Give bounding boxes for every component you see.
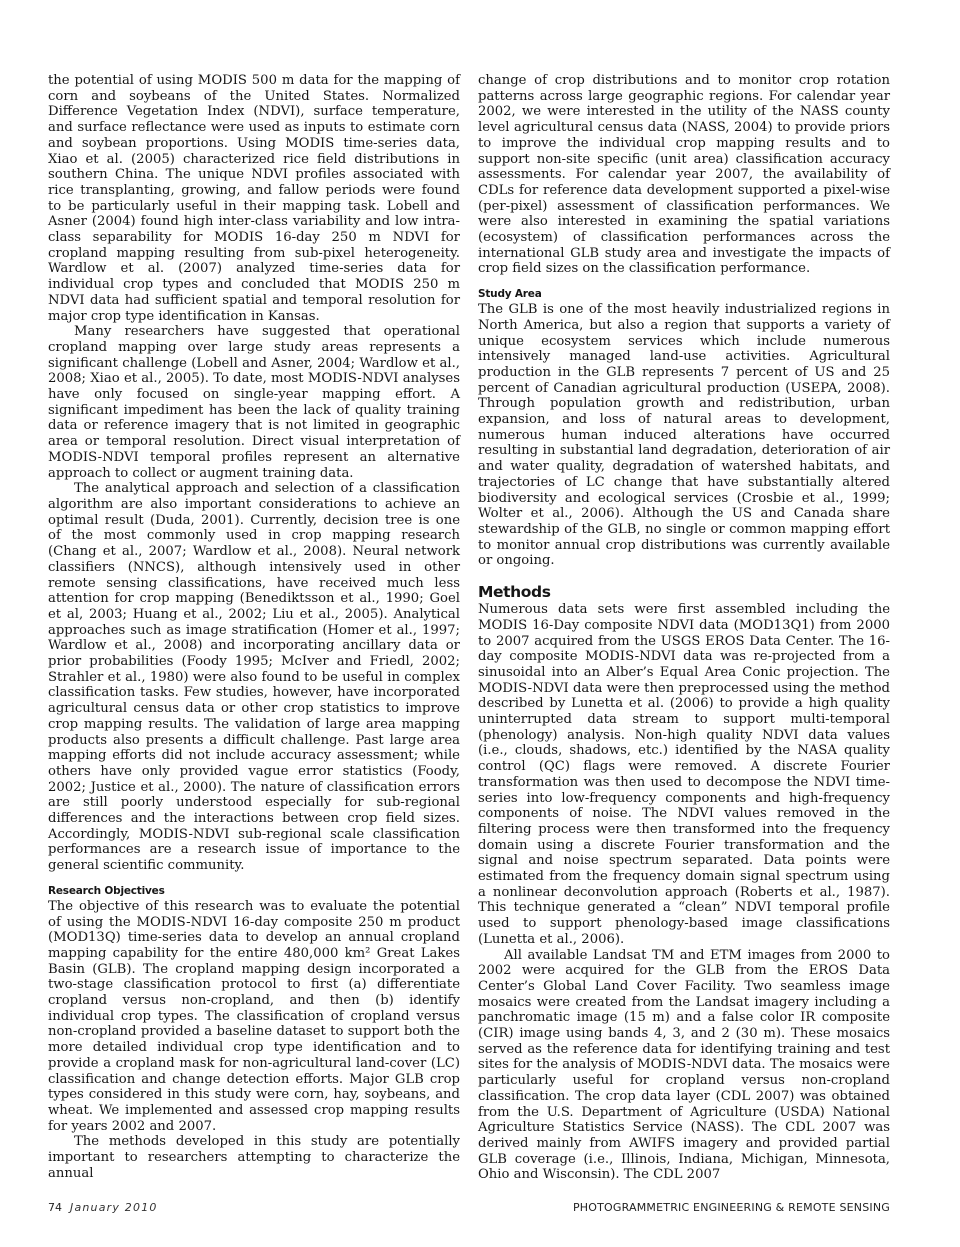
page-number: 74 (48, 1201, 62, 1214)
methods-paragraph-2: All available Landsat TM and ETM images from 2000 to 2002 were acquired for the GLB from the EROS Data Center’s Global Land Cover Facility. Two seamless image mosaics were created from the Landsat imagery including a panchromatic image (15 m) and a false color IR composite (CIR) image using bands 4, 3, and 2 (30 m). These mosaics served as the reference data for identifying training and test sites for the analysis of MODIS-NDVI data. The mosaics were particularly useful for cropland versus non-cropland classification. The crop data layer (CDL 2007) was obtained from the U.S. Department of Agriculture (USDA) National Agriculture Statistics Service (NASS). The CDL 2007 was derived mainly from AWIFS imagery and provided partial GLB coverage (i.e., Illinois, Indiana, Michigan, Minnesota, Ohio and Wisconsin). The CDL 2007 (478, 947, 890, 1183)
left-column (48, 73, 460, 1182)
issue-date: January 2010 (70, 1201, 158, 1214)
right-column (478, 73, 890, 1183)
continued-paragraph: change of crop distributions and to monitor crop rotation patterns across large geographic regions. For calendar year 2002, we were interested in the utility of the NASS county level agricultural census data (NASS, 2004) to provide priors to improve the individual crop mapping results and to support non-site specific (unit area) classification accuracy assessments. For calendar year 2007, the availability of CDLs for reference data development supported a pixel-wise (per-pixel) assessment of classification performances. We were also interested in examining the spatial variations (ecosystem) of classification performances across the international GLB study area and investigate the impacts of crop field sizes on the classification performance. (478, 73, 890, 277)
study-area-paragraph: The GLB is one of the most heavily industrialized regions in North America, but also a region that supports a variety of unique ecosystem services which include numerous intensively managed land-use activities. Agricultural production in the GLB represents 7 percent of US and 25 percent of Canadian agricultural production (USEPA, 2008). Through population growth and redistribution, urban expansion, and loss of natural areas to development, numerous human induced alterations have occurred resulting in substantial land degradation, deterioration of air and water quality, degradation of watershed habitats, and trajectories of LC change that have substantially altered biodiversity and ecological services (Crosbie et al., 1999; Wolter et al., 2006). Although the US and Canada share stewardship of the GLB, no single or common mapping effort to monitor annual crop distributions was currently available or ongoing. (478, 302, 890, 569)
methods-paragraph-1: Numerous data sets were first assembled including the MODIS 16-Day composite NDVI data (MOD13Q1) from 2000 to 2007 acquired from the USGS EROS Data Center. The 16-day composite MODIS-NDVI data was re-projected from a sinusoidal into an Alber’s Equal Area Conic projection. The MODIS-NDVI data were then preprocessed using the method described by Lunetta et al. (2006) to provide a high quality uninterrupted data stream to support multi-temporal (phenology) analysis. Non-high quality NDVI data values (i.e., clouds, shadows, etc.) identified by the NASA quality control (QC) flags were removed. A discrete Fourier transformation was then used to decompose the NDVI time-series into low-frequency components and high-frequency components of noise. The NDVI values removed in the filtering process were then transformed into the frequency domain using a discrete Fourier transformation and the signal and noise spectrum separated. Data points were estimated from the frequency domain signal spectrum using a nonlinear deconvolution approach (Roberts et al., 1987). This technique generated a “clean” NDVI temporal profile used to support phenology-based image classifications (Lunetta et al., 2006). (478, 602, 890, 947)
intro-paragraph-3: The analytical approach and selection of a classification algorithm are also important considerations to achieve an optimal result (Duda, 2001). Currently, decision tree is one of the most commonly used in crop mapping research (Chang et al., 2007; Wardlow et al., 2008). Neural network classifiers (NNCS), although intensively used in other remote sensing classifications, have received much less attention for crop mapping (Benediktsson et al., 1990; Goel et al, 2003; Huang et al., 2002; Liu et al., 2005). Analytical approaches such as image stratification (Homer et al., 1997; Wardlow et al., 2008) and incorporating ancillary data or prior probabilities (Foody 1995; McIver and Friedl, 2002; Strahler et al., 1980) were also found to be useful in complex classification tasks. Few studies, however, have incorporated agricultural census data or other crop statistics to improve crop mapping results. The validation of large area mapping products also presents a difficult challenge. Past large area mapping efforts did not include accuracy assessment; while others have only provided vague error statistics (Foody, 2002; Justice et al., 2000). The nature of classification errors are still poorly understood especially for sub-regional differences and the interactions between crop field sizes. Accordingly, MODIS-NDVI sub-regional scale classification performances are a research issue of importance to the general scientific community. (48, 481, 460, 874)
journal-name: PHOTOGRAMMETRIC ENGINEERING & REMOTE SENSING (572, 1201, 890, 1214)
research-objectives-heading: Research Objectives (48, 884, 165, 897)
page-footer (48, 1201, 890, 1219)
methods-heading: Methods (478, 583, 551, 602)
research-objectives-paragraph-1: The objective of this research was to evaluate the potential of using the MODIS-NDVI 16-day composite 250 m product (MOD13Q) time-series data to develop an annual cropland mapping capability for the entire 480,000 km² Great Lakes Basin (GLB). The cropland mapping design incorporated a two-stage classification protocol to first (a) differentiate cropland versus non-cropland, and then (b) identify individual crop types. The classification of cropland versus non-cropland provided a baseline dataset to support both the more detailed individual crop type identification and to provide a cropland mask for non-agricultural land-cover (LC) classification and change detection efforts. Major GLB crop types considered in this study were corn, hay, soybeans, and wheat. We implemented and assessed crop mapping results for years 2002 and 2007. (48, 898, 460, 1134)
study-area-heading: Study Area (478, 288, 542, 301)
research-objectives-paragraph-2: The methods developed in this study are potentially important to researchers attempting to characterize the annual (48, 1134, 460, 1181)
intro-paragraph-2: Many researchers have suggested that operational cropland mapping over large study areas represents a significant challenge (Lobell and Asner, 2004; Wardlow et al., 2008; Xiao et al., 2005). To date, most MODIS-NDVI analyses have only focused on single-year mapping effort. A significant impediment has been the lack of quality training data or reference imagery that is not limited in geographic area or temporal resolution. Direct visual interpretation of MODIS-NDVI temporal profiles represent an alternative approach to collect or augment training data. (48, 324, 460, 481)
intro-paragraph-1: the potential of using MODIS 500 m data for the mapping of corn and soybeans of the United States. Normalized Difference Vegetation Index (NDVI), surface temperature, and surface reflectance were used as inputs to estimate corn and soybean proportions. Using MODIS time-series data, Xiao et al. (2005) characterized rice field distributions in southern China. The unique NDVI profiles associated with rice transplanting, growing, and fallow periods were found to be particularly useful in their mapping task. Lobell and Asner (2004) found high inter-class variability and low intra-class separability for MODIS 16-day 250 m NDVI for cropland mapping resulting from sub-pixel heterogeneity. Wardlow et al. (2007) analyzed time-series data for individual crop types and concluded that MODIS 250 m NDVI data had sufficient spatial and temporal resolution for major crop type identification in Kansas. (48, 73, 460, 324)
